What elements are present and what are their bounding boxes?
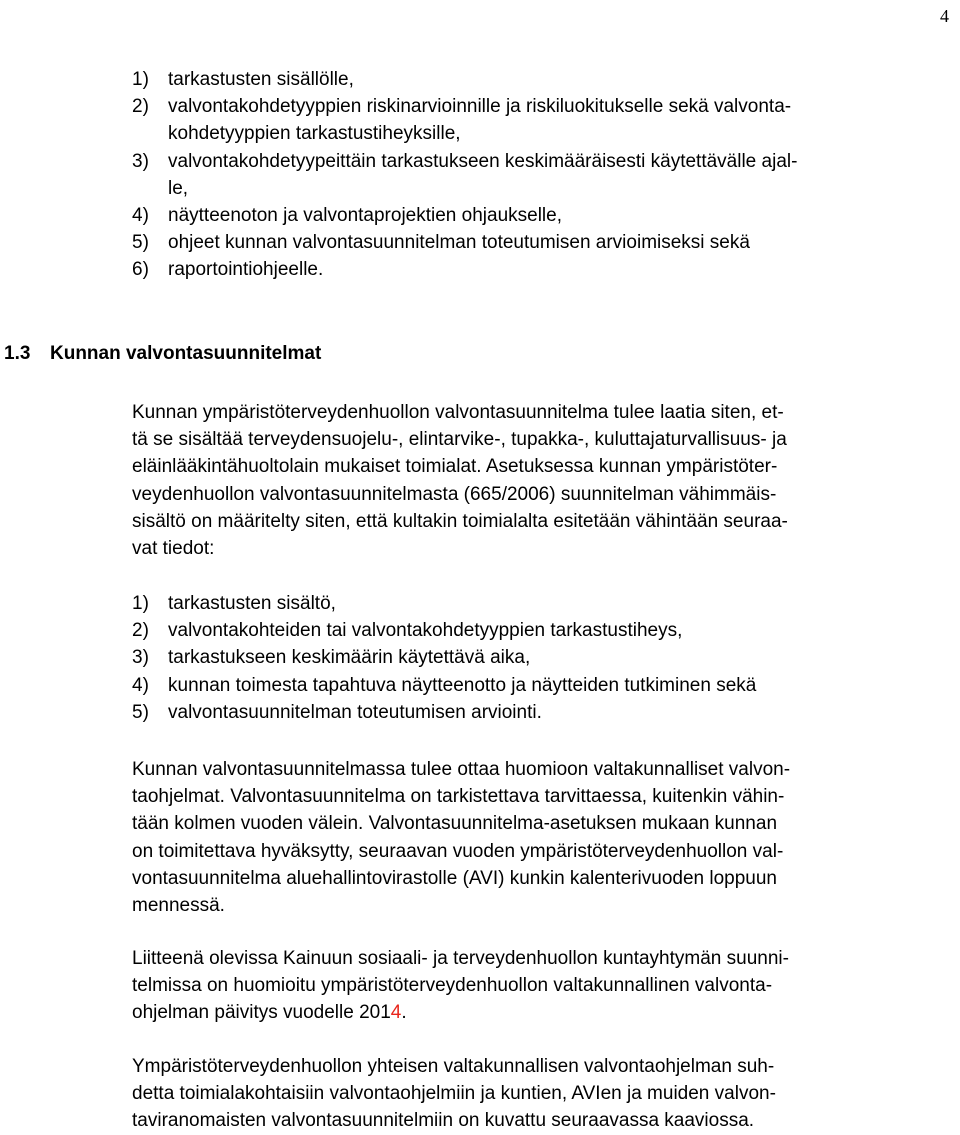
- section-heading: [4, 340, 321, 367]
- list-item: 1) tarkastusten sisällölle,: [132, 69, 354, 90]
- list-item: 5) valvontasuunnitelman toteutumisen arviointi.: [132, 701, 542, 723]
- list-item: 3) valvontakohdetyypeittäin tarkastukseen keskimääräisesti käytettävälle ajal-: [132, 150, 798, 172]
- list-item: 1) tarkastusten sisältö,: [132, 593, 336, 614]
- list-item: 5) ohjeet kunnan valvontasuunnitelman toteutumisen arvioimiseksi sekä: [132, 232, 750, 254]
- paragraph-kainuu-plans: Liitteenä olevissa Kainuun sosiaali- ja terveydenhuollon kuntayhtymän suunni- telmissa on huomioitu ympäristöterveydenhuollon valtakunnallinen valvonta- ohjelman päivitys vuodelle 2014.: [132, 948, 789, 1024]
- paragraph-national-programmes: Kunnan valvontasuunnitelmassa tulee ottaa huomioon valtakunnalliset valvon- taohjelmat. Valvontasuunnitelma on tarkistettava tarvittaessa, kuitenkin vähin- tään kolmen vuoden välein. Valvontasuunnitelma-asetuksen mukaan kunnan on toimitettava hyväksytty, seuraavan vuoden ympäristöterveydenhuollon val- vontasuunnitelma aluehallintovirastolle (AVI) kunkin kalenterivuoden loppuun mennessä.: [132, 759, 791, 916]
- list-item: 2) valvontakohteiden tai valvontakohdetyyppien tarkastustiheys,: [132, 620, 683, 642]
- list-item: 4) kunnan toimesta tapahtuva näytteenotto ja näytteiden tutkiminen sekä: [132, 674, 757, 696]
- list-item-continuation: le,: [168, 177, 189, 199]
- page-number: 4: [940, 6, 949, 26]
- section-title: Kunnan valvontasuunnitelmat: [50, 343, 322, 364]
- list-item: 2) valvontakohdetyyppien riskinarvioinnille ja riskiluokitukselle sekä valvonta-: [132, 96, 792, 118]
- paragraph-diagram-intro: Ympäristöterveydenhuollon yhteisen valtakunnallisen valvontaohjelman suh- detta toimialakohtaisiin valvontaohjelmiin ja kuntien, AVIen ja muiden valvon- taviranomaisten valvontasuunnitelmiin on kuvattu seuraavassa kaaviossa.: [132, 1056, 776, 1132]
- highlighted-digit: 4: [390, 1002, 402, 1024]
- content-list: [132, 590, 932, 726]
- list-item: 6) raportointiohjeelle.: [132, 259, 324, 281]
- list-item: 3) tarkastukseen keskimäärin käytettävä aika,: [132, 647, 531, 669]
- scope-list: [132, 66, 932, 284]
- list-item-continuation: kohdetyyppien tarkastustiheyksille,: [168, 123, 461, 145]
- section-number: 1.3: [4, 343, 31, 364]
- paragraph-intro: Kunnan ympäristöterveydenhuollon valvontasuunnitelma tulee laatia siten, et- tä se sisältää terveydensuojelu-, elintarvike-, tupakka-, kuluttajaturvallisuus- ja eläinlääkintähuoltolain mukaiset toimialat. Asetuksessa kunnan ympäristöter- veydenhuollon valvontasuunnitelmasta (665/2006) suunnitelman vähimmäis- sisältö on määritelty siten, että kultakin toimialalta esitetään vähintään seuraa- vat tiedot:: [132, 402, 788, 559]
- list-item: 4) näytteenoton ja valvontaprojektien ohjaukselle,: [132, 204, 562, 226]
